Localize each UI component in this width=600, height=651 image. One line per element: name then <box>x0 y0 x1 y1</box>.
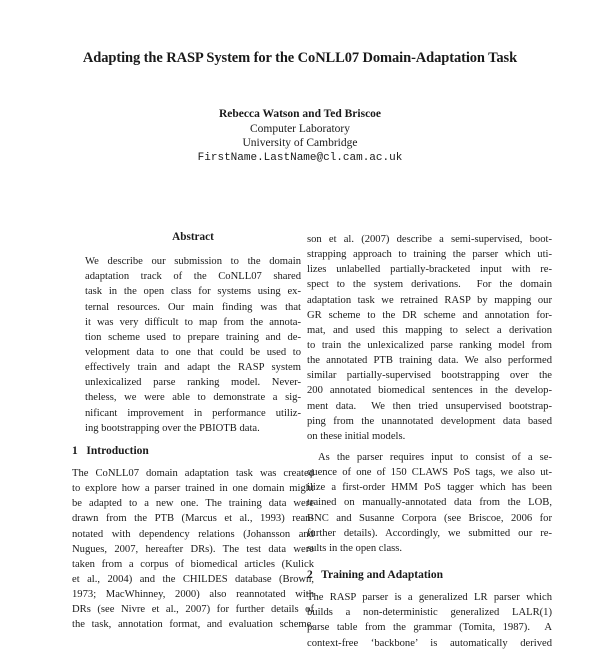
right-column <box>307 232 552 651</box>
abstract-line: theless, we were able to demonstrate a sig- <box>85 392 301 404</box>
introduction-line: to explore how a parser trained in one domain might <box>72 483 314 495</box>
abstract-line: ternal resources. Our main finding was that <box>85 301 301 313</box>
introduction-body <box>72 466 314 633</box>
section-heading-training: 2 Training and Adaptation <box>307 568 444 581</box>
body-line: ping from the unannotated development data based <box>307 415 552 427</box>
body-line: similar partially-supervised bootstrapping over the <box>307 370 552 382</box>
body-line: sults in the open class. <box>307 542 403 554</box>
body-line: son et al. (2007) describe a semi-supervised, boot- <box>307 234 552 245</box>
right-paragraph-1 <box>307 232 552 444</box>
body-line: strapping approach to training the parser which uti- <box>307 249 552 261</box>
body-line: mat, and used this mapping to select a derivation <box>307 324 552 336</box>
body-line: lizes unlabelled partially-bracketed input with re- <box>307 264 552 276</box>
introduction-line: DRs (see Nivre et al., 2007) for further details of <box>72 604 314 616</box>
introduction-line: drawn from the PTB (Marcus et al., 1993) rean- <box>72 513 314 525</box>
introduction-line: taken from a corpus of biomedical articles (Kulick <box>72 558 314 570</box>
author-block <box>0 107 600 165</box>
body-line: 200 annotated biomedical sentences in the develop- <box>307 385 552 397</box>
abstract-line: effectively train and adapt the RASP system <box>85 362 301 374</box>
abstract-line: ing bootstrapping over the PBIOTB data. <box>85 422 260 434</box>
body-line: to train the unlexicalized parse ranking model from <box>307 339 552 351</box>
body-line: trained on manually-annotated data from the LOB, <box>307 497 552 509</box>
introduction-line: be adapted to a new one. The training data were <box>72 498 314 510</box>
body-line: on these initial models. <box>307 430 406 442</box>
introduction-line: 1973; MacWhinney, 2000) also reannotated with <box>72 589 314 601</box>
right-paragraph-2 <box>307 450 552 556</box>
body-line: As the parser requires input to consist of a se- <box>318 451 552 463</box>
body-line: quence of one of 150 CLAWS PoS tags, we also ut- <box>307 467 552 479</box>
section-heading-introduction: 1 Introduction <box>72 444 149 457</box>
introduction-line: the task, annotation format, and evaluation scheme. <box>72 619 314 631</box>
introduction-line: The CoNLL07 domain adaptation task was created <box>72 468 314 479</box>
abstract-line: We describe our submission to the domain <box>85 256 301 268</box>
author-names: Rebecca Watson and Ted Briscoe <box>218 108 382 120</box>
abstract-line: task in the open class for systems using ex- <box>85 286 301 298</box>
body-line: GR scheme to the DR scheme and annotation for- <box>307 309 552 321</box>
training-body <box>307 590 552 651</box>
body-line: the annotated PTB training data. We also performed <box>307 355 552 367</box>
abstract-line: velopment data to one that could be used to <box>85 347 301 358</box>
abstract-line: unlexicalized parse ranking model. Never- <box>85 377 301 389</box>
introduction-line: Nugues, 2007, hereafter DRs). The test data were <box>72 543 314 555</box>
body-line: BNC and Susanne Corpora (see Briscoe, 2006 for <box>307 512 552 524</box>
introduction-line: et al., 2004) and the CHILDES database (Brown, <box>72 573 314 585</box>
abstract-line: it was very difficult to map from the annota- <box>85 316 301 328</box>
abstract-line: tion scheme used to prepare training and de- <box>85 331 301 343</box>
paper-title: Adapting the RASP System for the CoNLL07 Domain-Adaptation Task <box>82 50 518 66</box>
body-line: parse table from the grammar (Tomita, 1987). A <box>307 622 552 634</box>
left-column <box>72 230 314 633</box>
body-line: ment data. We then tried unsupervised bootstrap- <box>307 400 552 412</box>
body-line: spect to the system derivations. For the domain <box>307 279 552 291</box>
body-line: further details). Accordingly, we submitted our re- <box>307 527 552 539</box>
affiliation-line: Computer Laboratory <box>250 122 350 135</box>
abstract-heading: Abstract <box>172 231 214 243</box>
abstract-line: adaptation track of the CoNLL07 shared <box>85 271 301 283</box>
abstract-body <box>72 254 314 436</box>
body-line: builds a non-deterministic generalized LALR(1) <box>307 607 552 619</box>
body-line: context-free ‘backbone’ is automatically derived <box>307 637 552 649</box>
body-line: adaptation task we retrained RASP by mapping our <box>307 294 552 306</box>
body-line: The RASP parser is a generalized LR parser which <box>307 592 552 604</box>
abstract-line: nificant improvement in performance utiliz- <box>85 407 301 419</box>
body-line: ilize a first-order HMM PoS tagger which has been <box>307 482 552 494</box>
affiliation-line: University of Cambridge <box>242 137 358 149</box>
introduction-line: notated with dependency relations (Johansson and <box>72 528 314 540</box>
author-email: FirstName.LastName@cl.cam.ac.uk <box>197 151 403 164</box>
